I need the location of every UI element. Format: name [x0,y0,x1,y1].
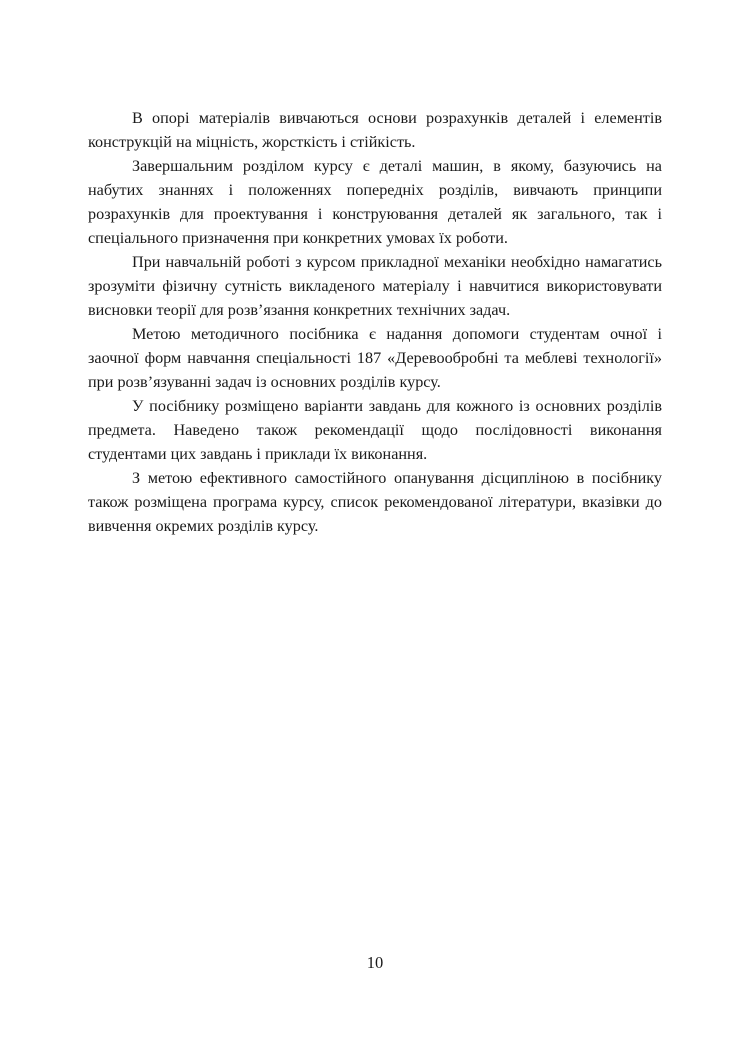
paragraph-strength-of-materials: В опорі матеріалів вивчаються основи розрахунків деталей і елементів конструкцій на міцність, жорсткість і стійкість. [88,109,662,151]
paragraph-self-study: З метою ефективного самостійного опанування дісципліною в посібнику також розміщена програма курсу, список рекомендованої літератури, вказівки до вивчення окремих розділів курсу. [88,469,662,535]
page-number: 10 [366,953,384,972]
body-text [88,106,662,538]
paragraph-assignments: У посібнику розміщено варіанти завдань для кожного із основних розділів предмета. Наведено також рекомендації щодо послідовності виконання студентами цих завдань і приклади їх виконання. [88,397,662,463]
paragraph-study-advice: При навчальній роботі з курсом прикладної механіки необхідно намагатись зрозуміти фізичну сутність викладеного матеріалу і навчитися використовувати висновки теорії для розв’язання конкретних технічних задач. [88,253,662,319]
paragraph-machine-parts: Завершальним розділом курсу є деталі машин, в якому, базуючись на набутих знаннях і положеннях попередніх розділів, вивчають принципи розрахунків для проектування і конструювання деталей як загального, так і спеціального призначення при конкретних умовах їх роботи. [88,157,662,247]
paragraph-manual-purpose: Метою методичного посібника є надання допомоги студентам очної і заочної форм навчання спеціальності 187 «Деревообробні та меблеві технології» при розв’язуванні задач із основних розділів курсу. [88,325,662,391]
